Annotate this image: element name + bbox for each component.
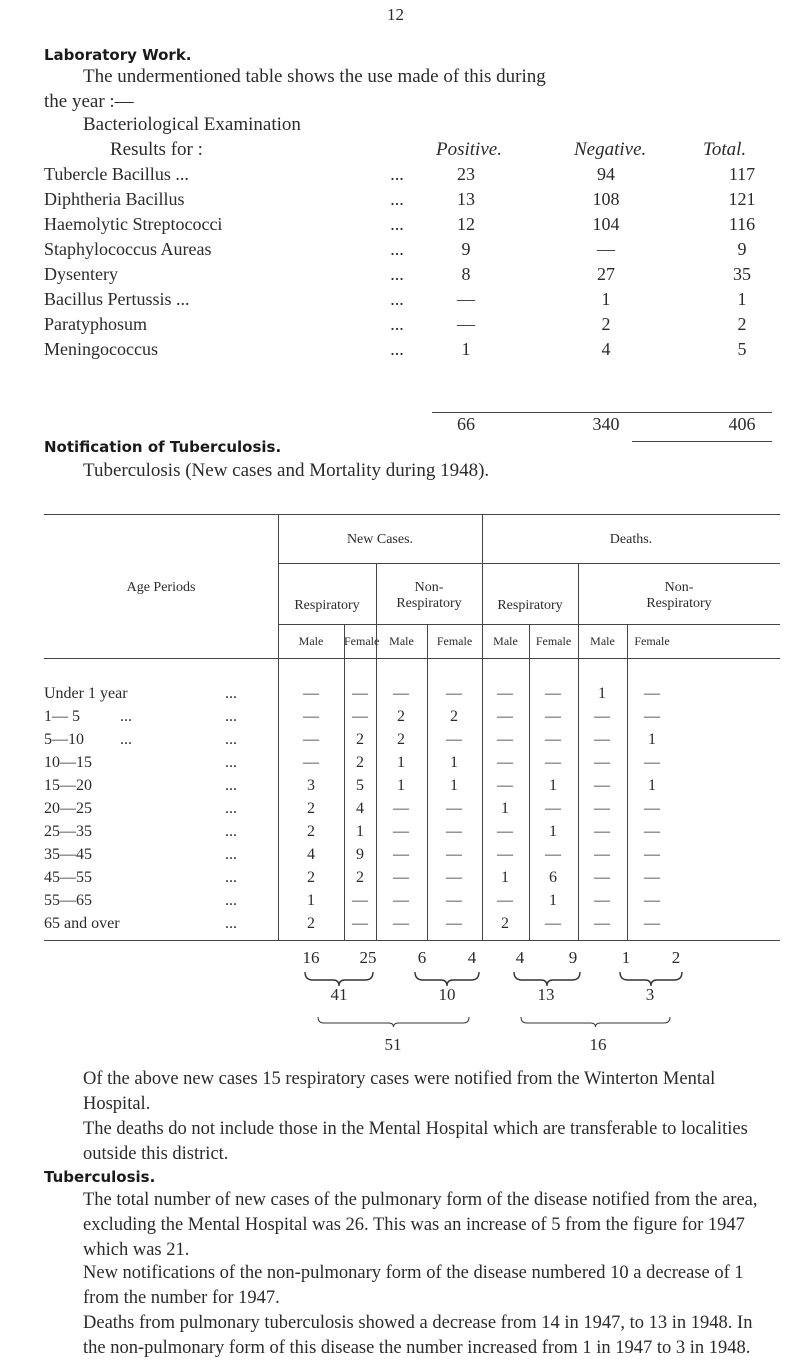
- notification-heading: Notification of Tuberculosis.: [44, 438, 282, 456]
- tb-cell: 9: [356, 846, 364, 863]
- lab-organism-name: Paratyphosum: [44, 314, 147, 334]
- tb-cell: —: [594, 823, 610, 840]
- tb-cell: —: [352, 915, 368, 932]
- tb-cell: 2: [450, 708, 458, 725]
- tb-new-resp-header: Respiratory: [294, 598, 360, 613]
- lab-negative-count: 108: [592, 189, 620, 209]
- lab-result-row: [44, 164, 784, 189]
- tb-cell: —: [644, 869, 660, 886]
- lab-organism-name: Haemolytic Streptococci: [44, 214, 223, 234]
- tb-cell: 1: [397, 777, 405, 794]
- tb-cell: —: [393, 800, 409, 817]
- tb-death-nonresp-line2: Respiratory: [646, 596, 712, 611]
- lab-organism-name: Diphtheria Bacillus: [44, 189, 185, 209]
- lab-organism-name: Staphylococcus Aureas: [44, 239, 212, 259]
- lab-total-count: 116: [728, 214, 756, 234]
- tb-cell: —: [594, 777, 610, 794]
- paragraph-deaths-note: The deaths do not include those in the Mental Hospital which are transferable to localities outside this district.: [83, 1119, 748, 1164]
- tb-age-period: 45—55: [44, 869, 92, 886]
- lab-leader-dots: ...: [390, 314, 404, 334]
- tb-cell: —: [545, 708, 561, 725]
- tb-age-leader-dots: ...: [225, 915, 237, 932]
- lab-organism-name: Meningococcus: [44, 339, 158, 359]
- tb-death-nonresp-line1: Non-: [664, 580, 694, 595]
- notification-subtitle: Tuberculosis (New cases and Mortality during 1948).: [83, 460, 490, 481]
- tb-vline-5: [529, 624, 530, 940]
- tb-cell: —: [446, 915, 462, 932]
- laboratory-work-heading: Laboratory Work.: [44, 46, 192, 64]
- lab-positive-count: —: [457, 289, 475, 309]
- lab-negative-count: 27: [597, 264, 615, 284]
- tb-cell: —: [393, 823, 409, 840]
- tb-sub-female-2: Female: [436, 634, 473, 648]
- tb-age-period: 35—45: [44, 846, 92, 863]
- tb-cell: —: [594, 731, 610, 748]
- lab-total-total: 406: [728, 414, 756, 434]
- tb-cell: —: [303, 731, 319, 748]
- tb-cell: —: [644, 754, 660, 771]
- lab-positive-count: 13: [457, 189, 475, 209]
- tb-grand-total: 16: [589, 1035, 607, 1054]
- tb-new-nonresp-line2: Respiratory: [396, 596, 462, 611]
- tb-cell: —: [644, 846, 660, 863]
- tb-cell: 1: [549, 777, 557, 794]
- tb-cell: —: [303, 754, 319, 771]
- lab-positive-count: —: [457, 314, 475, 334]
- lab-result-row: [44, 289, 784, 314]
- page-number: 12: [387, 5, 404, 24]
- tb-age-period: 20—25: [44, 800, 92, 817]
- tb-cell: —: [644, 800, 660, 817]
- tb-pair-total: 3: [645, 985, 655, 1004]
- tb-cell: —: [497, 892, 513, 909]
- tb-cell: —: [497, 708, 513, 725]
- tb-cell: —: [497, 823, 513, 840]
- tb-cell: —: [545, 846, 561, 863]
- tb-cell: —: [545, 731, 561, 748]
- lab-negative-count: 104: [592, 214, 620, 234]
- tb-cell: 2: [501, 915, 509, 932]
- tb-cell: 2: [356, 754, 364, 771]
- lab-result-row: [44, 239, 784, 264]
- lab-positive-count: 1: [461, 339, 471, 359]
- tb-column-total: 9: [568, 948, 578, 967]
- lab-total-count: 1: [737, 289, 747, 309]
- tb-column-total: 1: [621, 948, 631, 967]
- tb-vline-7: [627, 624, 628, 940]
- tb-cell: 2: [356, 869, 364, 886]
- tb-cell: 1: [397, 754, 405, 771]
- tb-age-period: 10—15: [44, 754, 92, 771]
- tb-cell: 5: [356, 777, 364, 794]
- brace-mark: [415, 972, 479, 986]
- tb-column-total: 4: [467, 948, 477, 967]
- tb-sub-male-2: Male: [389, 634, 414, 648]
- tb-cell: 1: [356, 823, 364, 840]
- tb-age-period: Under 1 year: [44, 685, 128, 702]
- lab-total-count: 9: [737, 239, 747, 259]
- tuberculosis-heading: Tuberculosis.: [44, 1168, 156, 1186]
- tb-sub-male-1: Male: [298, 634, 324, 648]
- lab-result-row: [44, 339, 784, 364]
- tb-column-total: 2: [671, 948, 681, 967]
- tb-cell: —: [303, 708, 319, 725]
- tb-cell: 2: [307, 800, 315, 817]
- lab-col-negative: Negative.: [574, 139, 647, 160]
- tb-cell: —: [497, 685, 513, 702]
- lab-positive-count: 12: [457, 214, 475, 234]
- tb-cell: —: [393, 869, 409, 886]
- lab-result-row: [44, 314, 784, 339]
- tb-age-period: 65 and over: [44, 915, 120, 932]
- tb-sub-female-4: Female: [634, 634, 670, 648]
- tb-age-leader-dots: ...: [225, 777, 237, 794]
- lab-label-line-1: Bacteriological Examination: [83, 114, 301, 135]
- tb-age-header: Age Periods: [126, 580, 196, 595]
- tb-cell: —: [446, 869, 462, 886]
- tb-sub-female-3: Female: [535, 634, 572, 648]
- lab-negative-count: 2: [601, 314, 611, 334]
- tb-age-period: 25—35: [44, 823, 92, 840]
- tb-cell: —: [352, 892, 368, 909]
- tb-age-leader-dots: ...: [225, 892, 237, 909]
- lab-negative-count: 1: [601, 289, 611, 309]
- tb-cell: —: [446, 685, 462, 702]
- tb-new-nonresp-header: [376, 580, 482, 612]
- tb-cell: —: [545, 685, 561, 702]
- lab-total-count: 117: [728, 164, 756, 184]
- brace-mark: [305, 972, 373, 986]
- tb-cell: 1: [450, 777, 458, 794]
- tb-vline-3: [427, 624, 428, 940]
- tb-grand-total: 51: [384, 1035, 402, 1054]
- tb-age-leader-dots-inner: ...: [120, 708, 132, 725]
- tb-age-leader-dots: ...: [225, 869, 237, 886]
- tb-cell: —: [594, 800, 610, 817]
- tb-age-period: 1— 5: [44, 708, 80, 725]
- lab-col-positive: Positive.: [436, 139, 502, 160]
- paragraph-pulmonary-cases: The total number of new cases of the pulmonary form of the disease notified from the area, excluding the Mental Hospital was 26. This was an increase of 5 from the figure for 1947 which was 21.: [83, 1190, 758, 1260]
- lab-label-line-2: Results for :: [110, 139, 203, 160]
- lab-total-count: 35: [733, 264, 751, 284]
- tb-cell: —: [545, 800, 561, 817]
- lab-positive-count: 8: [461, 264, 471, 284]
- tb-cell: 1: [501, 869, 509, 886]
- tb-cell: 1: [598, 685, 606, 702]
- tb-cell: —: [594, 708, 610, 725]
- tb-age-leader-dots: ...: [225, 823, 237, 840]
- tb-cell: 1: [648, 731, 656, 748]
- tb-cell: —: [303, 685, 319, 702]
- tb-cell: —: [644, 915, 660, 932]
- grand-brace-mark: [521, 1017, 670, 1027]
- grand-brace-mark: [318, 1017, 469, 1027]
- lab-negative-count: 94: [597, 164, 615, 184]
- tb-cell: 2: [356, 731, 364, 748]
- lab-totals-underline: [632, 441, 772, 442]
- tb-grand-total-braces: [0, 1014, 800, 1054]
- tb-cell: —: [594, 846, 610, 863]
- paragraph-deaths-pulmonary: Deaths from pulmonary tuberculosis showed a decrease from 14 in 1947, to 13 in 1948. In the non-pulmonary form of this disease the number increased from 1 in 1947 to 3 in 1948.: [83, 1313, 753, 1358]
- tb-cell: 2: [307, 869, 315, 886]
- tb-cell: —: [446, 823, 462, 840]
- tb-sub-male-3: Male: [493, 634, 518, 648]
- lab-result-row: [44, 189, 784, 214]
- tb-cell: —: [545, 754, 561, 771]
- brace-mark: [514, 972, 580, 986]
- lab-result-row: [44, 264, 784, 289]
- tb-death-resp-header: Respiratory: [497, 598, 563, 613]
- tb-cell: —: [644, 685, 660, 702]
- tb-vline-4: [482, 514, 483, 940]
- tb-cell: 4: [356, 800, 364, 817]
- tb-sub-female-1: Female: [344, 634, 380, 648]
- lab-total-count: 121: [728, 189, 756, 209]
- lab-totals-row: [44, 414, 784, 439]
- tb-age-leader-dots: ...: [225, 800, 237, 817]
- tb-top-rule: [44, 514, 780, 515]
- tb-cell: —: [644, 708, 660, 725]
- lab-leader-dots: ...: [390, 264, 404, 284]
- tb-cell: —: [393, 892, 409, 909]
- lab-organism-name: Dysentery: [44, 264, 118, 284]
- tb-cell: —: [594, 754, 610, 771]
- lab-total-negative: 340: [592, 414, 620, 434]
- tb-age-leader-dots: ...: [225, 846, 237, 863]
- tb-cell: —: [352, 685, 368, 702]
- lab-intro-line-1: The undermentioned table shows the use made of this during: [83, 66, 546, 87]
- tb-sub-male-4: Male: [590, 634, 615, 648]
- tb-cell: —: [446, 731, 462, 748]
- tb-pair-total: 41: [330, 985, 348, 1004]
- tb-cell: —: [644, 892, 660, 909]
- tb-cell: —: [594, 869, 610, 886]
- tb-cell: —: [594, 892, 610, 909]
- tb-cell: 1: [307, 892, 315, 909]
- tb-pair-total: 10: [438, 985, 456, 1004]
- tb-bottom-rule: [44, 940, 780, 941]
- tb-deaths-header: Deaths.: [609, 532, 653, 547]
- tb-cell: 4: [307, 846, 315, 863]
- tb-cell: —: [446, 892, 462, 909]
- tb-cell: 2: [307, 915, 315, 932]
- tb-vline-age: [278, 514, 279, 940]
- lab-leader-dots: ...: [390, 189, 404, 209]
- tb-new-nonresp-line1: Non-: [414, 580, 444, 595]
- tb-age-period: 55—65: [44, 892, 92, 909]
- lab-result-row: [44, 214, 784, 239]
- tb-cell: —: [393, 846, 409, 863]
- tb-header-bottom-rule: [44, 658, 780, 659]
- brace-mark: [620, 972, 682, 986]
- tb-cell: —: [497, 777, 513, 794]
- tb-column-total: 6: [417, 948, 427, 967]
- tb-new-cases-header: New Cases.: [346, 532, 414, 547]
- tb-cell: 2: [397, 731, 405, 748]
- tb-pair-total: 13: [537, 985, 555, 1004]
- lab-leader-dots: ...: [390, 239, 404, 259]
- tb-vline-6: [578, 563, 579, 940]
- tb-death-nonresp-header: [578, 580, 780, 612]
- lab-leader-dots: ...: [390, 339, 404, 359]
- tb-cell: —: [644, 823, 660, 840]
- paragraph-non-pulmonary-notifications: New notifications of the non-pulmonary form of the disease numbered 10 a decrease of 1 from the number for 1947.: [83, 1263, 744, 1308]
- tb-age-period: 15—20: [44, 777, 92, 794]
- tb-age-leader-dots: ...: [225, 731, 237, 748]
- tb-age-leader-dots: ...: [225, 754, 237, 771]
- lab-leader-dots: ...: [390, 289, 404, 309]
- tb-cell: 2: [397, 708, 405, 725]
- paragraph-respiratory-cases: Of the above new cases 15 respiratory cases were notified from the Winterton Mental Hospital.: [83, 1069, 716, 1114]
- tb-cell: —: [545, 915, 561, 932]
- tb-cell: —: [497, 731, 513, 748]
- tb-age-leader-dots: ...: [225, 685, 237, 702]
- tb-age-leader-dots-inner: ...: [120, 731, 132, 748]
- lab-total-positive: 66: [457, 414, 475, 434]
- lab-totals-rule: [432, 412, 772, 413]
- lab-intro-line-2: the year :—: [44, 91, 134, 112]
- tb-cell: —: [352, 708, 368, 725]
- tb-cell: —: [594, 915, 610, 932]
- tb-age-period: 5—10: [44, 731, 84, 748]
- lab-total-count: 5: [737, 339, 747, 359]
- lab-organism-name: Tubercle Bacillus ...: [44, 164, 189, 184]
- tb-cell: 3: [307, 777, 315, 794]
- tb-column-total: 16: [302, 948, 320, 967]
- tb-cell: 1: [549, 823, 557, 840]
- lab-negative-count: —: [597, 239, 615, 259]
- lab-positive-count: 23: [457, 164, 475, 184]
- lab-total-count: 2: [737, 314, 747, 334]
- tb-cell: 1: [648, 777, 656, 794]
- lab-organism-name: Bacillus Pertussis ...: [44, 289, 190, 309]
- lab-positive-count: 9: [461, 239, 471, 259]
- tb-group-rule: [278, 563, 780, 564]
- tb-cell: 1: [549, 892, 557, 909]
- tb-cell: 1: [450, 754, 458, 771]
- tb-column-total: 4: [515, 948, 525, 967]
- lab-col-total: Total.: [703, 139, 747, 160]
- tb-cell: 1: [501, 800, 509, 817]
- tb-cell: —: [446, 800, 462, 817]
- tb-cell: —: [446, 846, 462, 863]
- lab-leader-dots: ...: [390, 164, 404, 184]
- tb-cell: —: [393, 685, 409, 702]
- tb-cell: —: [497, 846, 513, 863]
- lab-leader-dots: ...: [390, 214, 404, 234]
- tb-cell: 2: [307, 823, 315, 840]
- lab-negative-count: 4: [601, 339, 611, 359]
- tb-age-leader-dots: ...: [225, 708, 237, 725]
- tb-cell: —: [497, 754, 513, 771]
- tb-column-total: 25: [359, 948, 377, 967]
- tb-cell: —: [393, 915, 409, 932]
- tb-cell: 6: [549, 869, 557, 886]
